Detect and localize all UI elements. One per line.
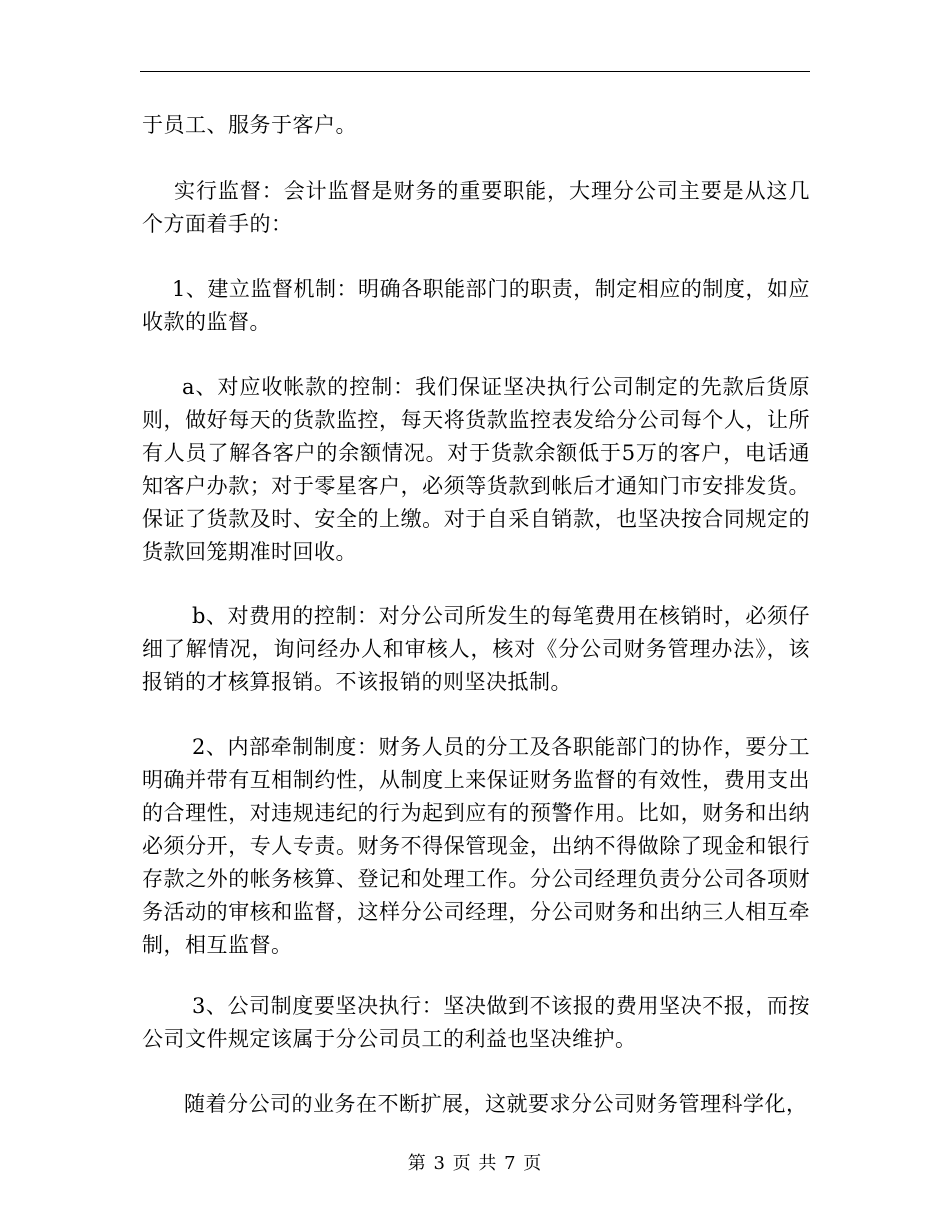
header-rule (140, 71, 810, 72)
paragraph-item-2: 2、内部牵制制度：财务人员的分工及各职能部门的协作，要分工明确并带有互相制约性，从制度上来保证财务监督的有效性，费用支出的合理性，对违规违纪的行为起到应有的预警作用。比如，财务和出纳必须分开，专人专责。财务不得保管现金，出纳不得做除了现金和银行存款之外的帐务核算、登记和处理工作。分公司经理负责分公司各项财务活动的审核和监督，这样分公司经理，分公司财务和出纳三人相互牵制，相互监督。 (142, 735, 810, 957)
paragraph-item-b: b、对费用的控制：对分公司所发生的每笔费用在核销时，必须仔细了解情况，询问经办人和审核人，核对《分公司财务管理办法》，该报销的才核算报销。不该报销的则坚决抵制。 (142, 604, 810, 694)
page-number-footer: 第 3 页 共 7 页 (407, 1153, 543, 1174)
paragraph-item-3: 3、公司制度要坚决执行：坚决做到不该报的费用坚决不报，而按公司文件规定该属于分公司员工的利益也坚决维护。 (142, 994, 810, 1051)
paragraph-continuation: 于员工、服务于客户。 (142, 113, 357, 137)
paragraph-supervision-intro: 实行监督：会计监督是财务的重要职能，大理分公司主要是从这几个方面着手的： (142, 179, 810, 236)
paragraph-item-a: a、对应收帐款的控制：我们保证坚决执行公司制定的先款后货原则，做好每天的货款监控，每天将货款监控表发给分公司每个人，让所有人员了解各客户的余额情况。对于货款余额低于5万的客户，电话通知客户办款；对于零星客户，必须等货款到帐后才通知门市安排发货。保证了货款及时、安全的上缴。对于自采自销款，也坚决按合同规定的货款回笼期准时回收。 (142, 375, 810, 564)
paragraph-item-1: 1、建立监督机制：明确各职能部门的职责，制定相应的制度，如应收款的监督。 (142, 277, 810, 334)
paragraph-closing: 随着分公司的业务在不断扩展，这就要求分公司财务管理科学化， (184, 1092, 808, 1116)
